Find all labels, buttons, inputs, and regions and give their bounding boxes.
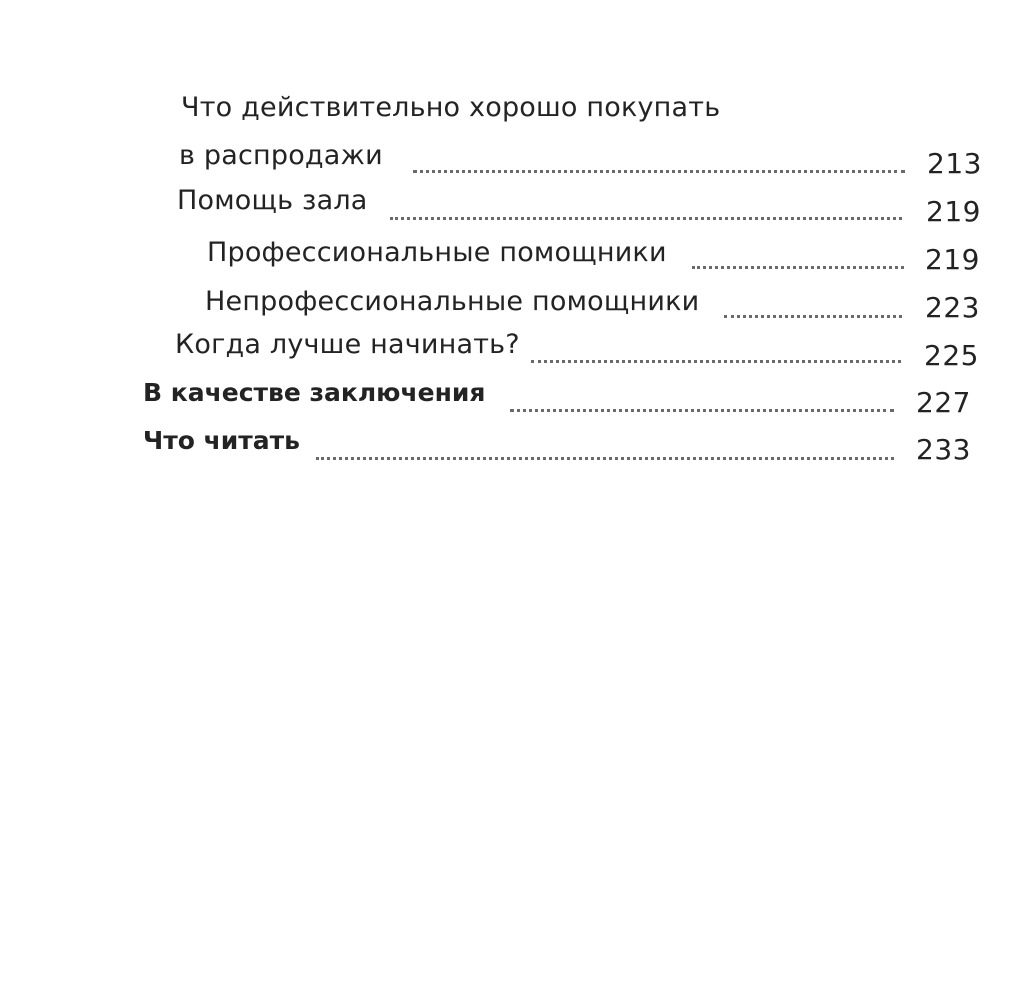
toc-subentry-title: Профессиональные помощники [207,237,667,268]
toc-page-number: 223 [925,291,980,324]
toc-entry-title: Помощь зала [177,185,368,216]
toc-chapter-title: В качестве заключения [143,378,486,407]
toc-entry-title-line1: Что действительно хорошо покупать [181,92,721,123]
toc-page-number: 219 [926,195,981,228]
toc-entry-title: Когда лучше начинать? [175,329,520,360]
toc-page-number: 213 [927,147,982,180]
toc-leader-dots [724,311,902,318]
toc-leader-dots [692,262,904,269]
toc-page-number: 219 [925,243,980,276]
toc-leader-dots [316,453,894,460]
toc-leader-dots [510,405,894,412]
toc-leader-dots [390,213,902,220]
toc-chapter-title: Что читать [143,426,300,455]
toc-subentry-title: Непрофессиональные помощники [205,286,700,317]
toc-entry-title-line2: в распродажи [179,140,383,171]
toc-leader-dots [413,166,905,173]
toc-page-number: 227 [916,386,971,419]
toc-page-number: 233 [916,433,971,466]
toc-page-number: 225 [924,339,979,372]
toc-leader-dots [531,356,901,363]
